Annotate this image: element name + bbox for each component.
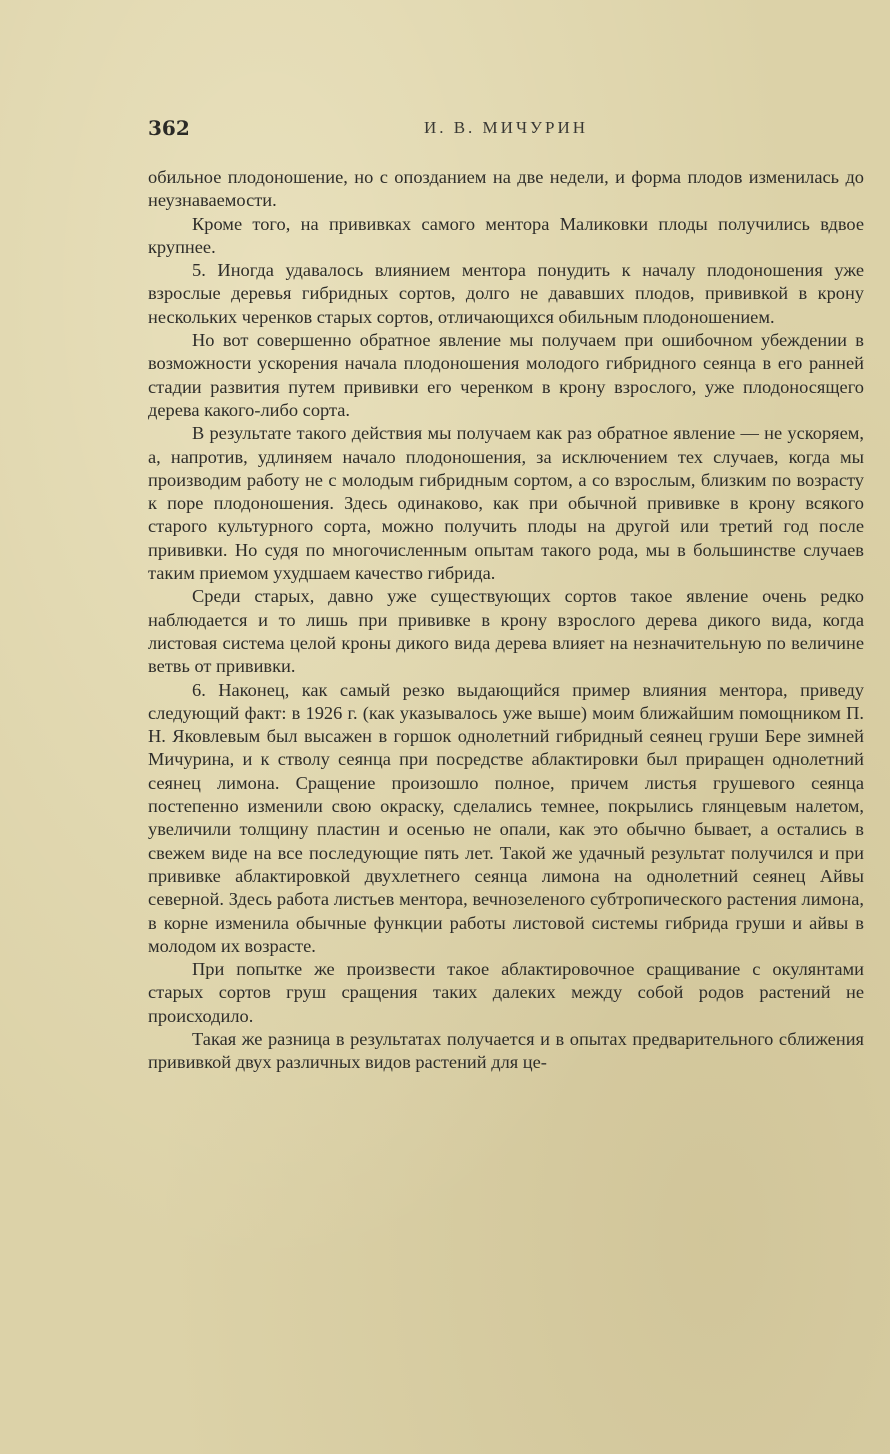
body-text bbox=[148, 166, 864, 1075]
paragraph-8: При попытке же произвести такое аблактировочное сращивание с окулянтами старых сортов груш сращения таких далеких между собой родов растений не происходило. bbox=[148, 959, 864, 1026]
paragraph-7: 6. Наконец, как самый резко выдающийся пример влияния ментора, приведу следующий факт: в 1926 г. (как указывалось уже выше) моим ближайшим помощником П. Н. Яковлевым был высажен в горшок однолетний гибридный сеянец груши Бере зимней Мичурина, и к стволу сеянца при посредстве аблактировки был приращен однолетний сеянец лимона. Сращение произошло полное, причем листья грушевого сеянца постепенно изменили свою окраску, сделались темнее, покрылись глянцевым налетом, увеличили толщину пластин и осенью не опали, как это обычно бывает, а остались в свежем виде на все последующие пять лет. Такой же удачный результат получился и при прививке аблактировкой двухлетнего сеянца лимона на однолетний сеянец Айвы северной. Здесь работа листьев ментора, вечнозеленого субтропического растения лимона, в корне изменила обычные функции работы листовой системы гибрида груши и айвы в молодом их возрасте. bbox=[148, 679, 864, 956]
paragraph-9: Такая же разница в результатах получается и в опытах предварительного сближения прививкой двух различных видов растений для це- bbox=[148, 1028, 864, 1073]
paragraph-5: В результате такого действия мы получаем как раз обратное явление — не ускоряем, а, напротив, удлиняем начало плодоношения, за исключением тех случаев, когда мы производим работу не с молодым гибридным сортом, а со взрослым, близким по возрасту к поре плодоношения. Здесь одинаково, как при обычной прививке в крону всякого старого культурного сорта, можно получить плоды на другой или третий год после прививки. Но судя по многочисленным опытам такого рода, мы в большинстве случаев таким приемом ухудшаем качество гибрида. bbox=[148, 423, 864, 584]
paragraph-2: Кроме того, на прививках самого ментора Маликовки плоды получились вдвое крупнее. bbox=[148, 213, 864, 257]
page-header bbox=[148, 116, 864, 146]
running-head: И. В. МИЧУРИН bbox=[423, 118, 589, 137]
paragraph-4: Но вот совершенно обратное явление мы получаем при ошибочном убеждении в возможности ускорения начала плодоношения молодого гибридного сеянца в его ранней стадии развития путем прививки его черенком в крону взрослого, уже плодоносящего дерева какого-либо сорта. bbox=[148, 330, 864, 420]
paragraph-1: обильное плодоношение, но с опозданием на две недели, и форма плодов изменилась до неузнаваемости. bbox=[148, 167, 864, 211]
paragraph-3: 5. Иногда удавалось влиянием ментора понудить к началу плодоношения уже взрослые деревья гибридных сортов, долго не дававших плодов, прививкой в крону нескольких черенков старых сортов, отличающихся обильным плодоношением. bbox=[148, 260, 864, 327]
page-number: 362 bbox=[148, 116, 190, 140]
paragraph-6: Среди старых, давно уже существующих сортов такое явление очень редко наблюдается и то лишь при прививке в крону взрослого дерева дикого вида, когда листовая система целой кроны дикого вида дерева влияет на незначительную по величине ветвь от прививки. bbox=[148, 586, 864, 677]
